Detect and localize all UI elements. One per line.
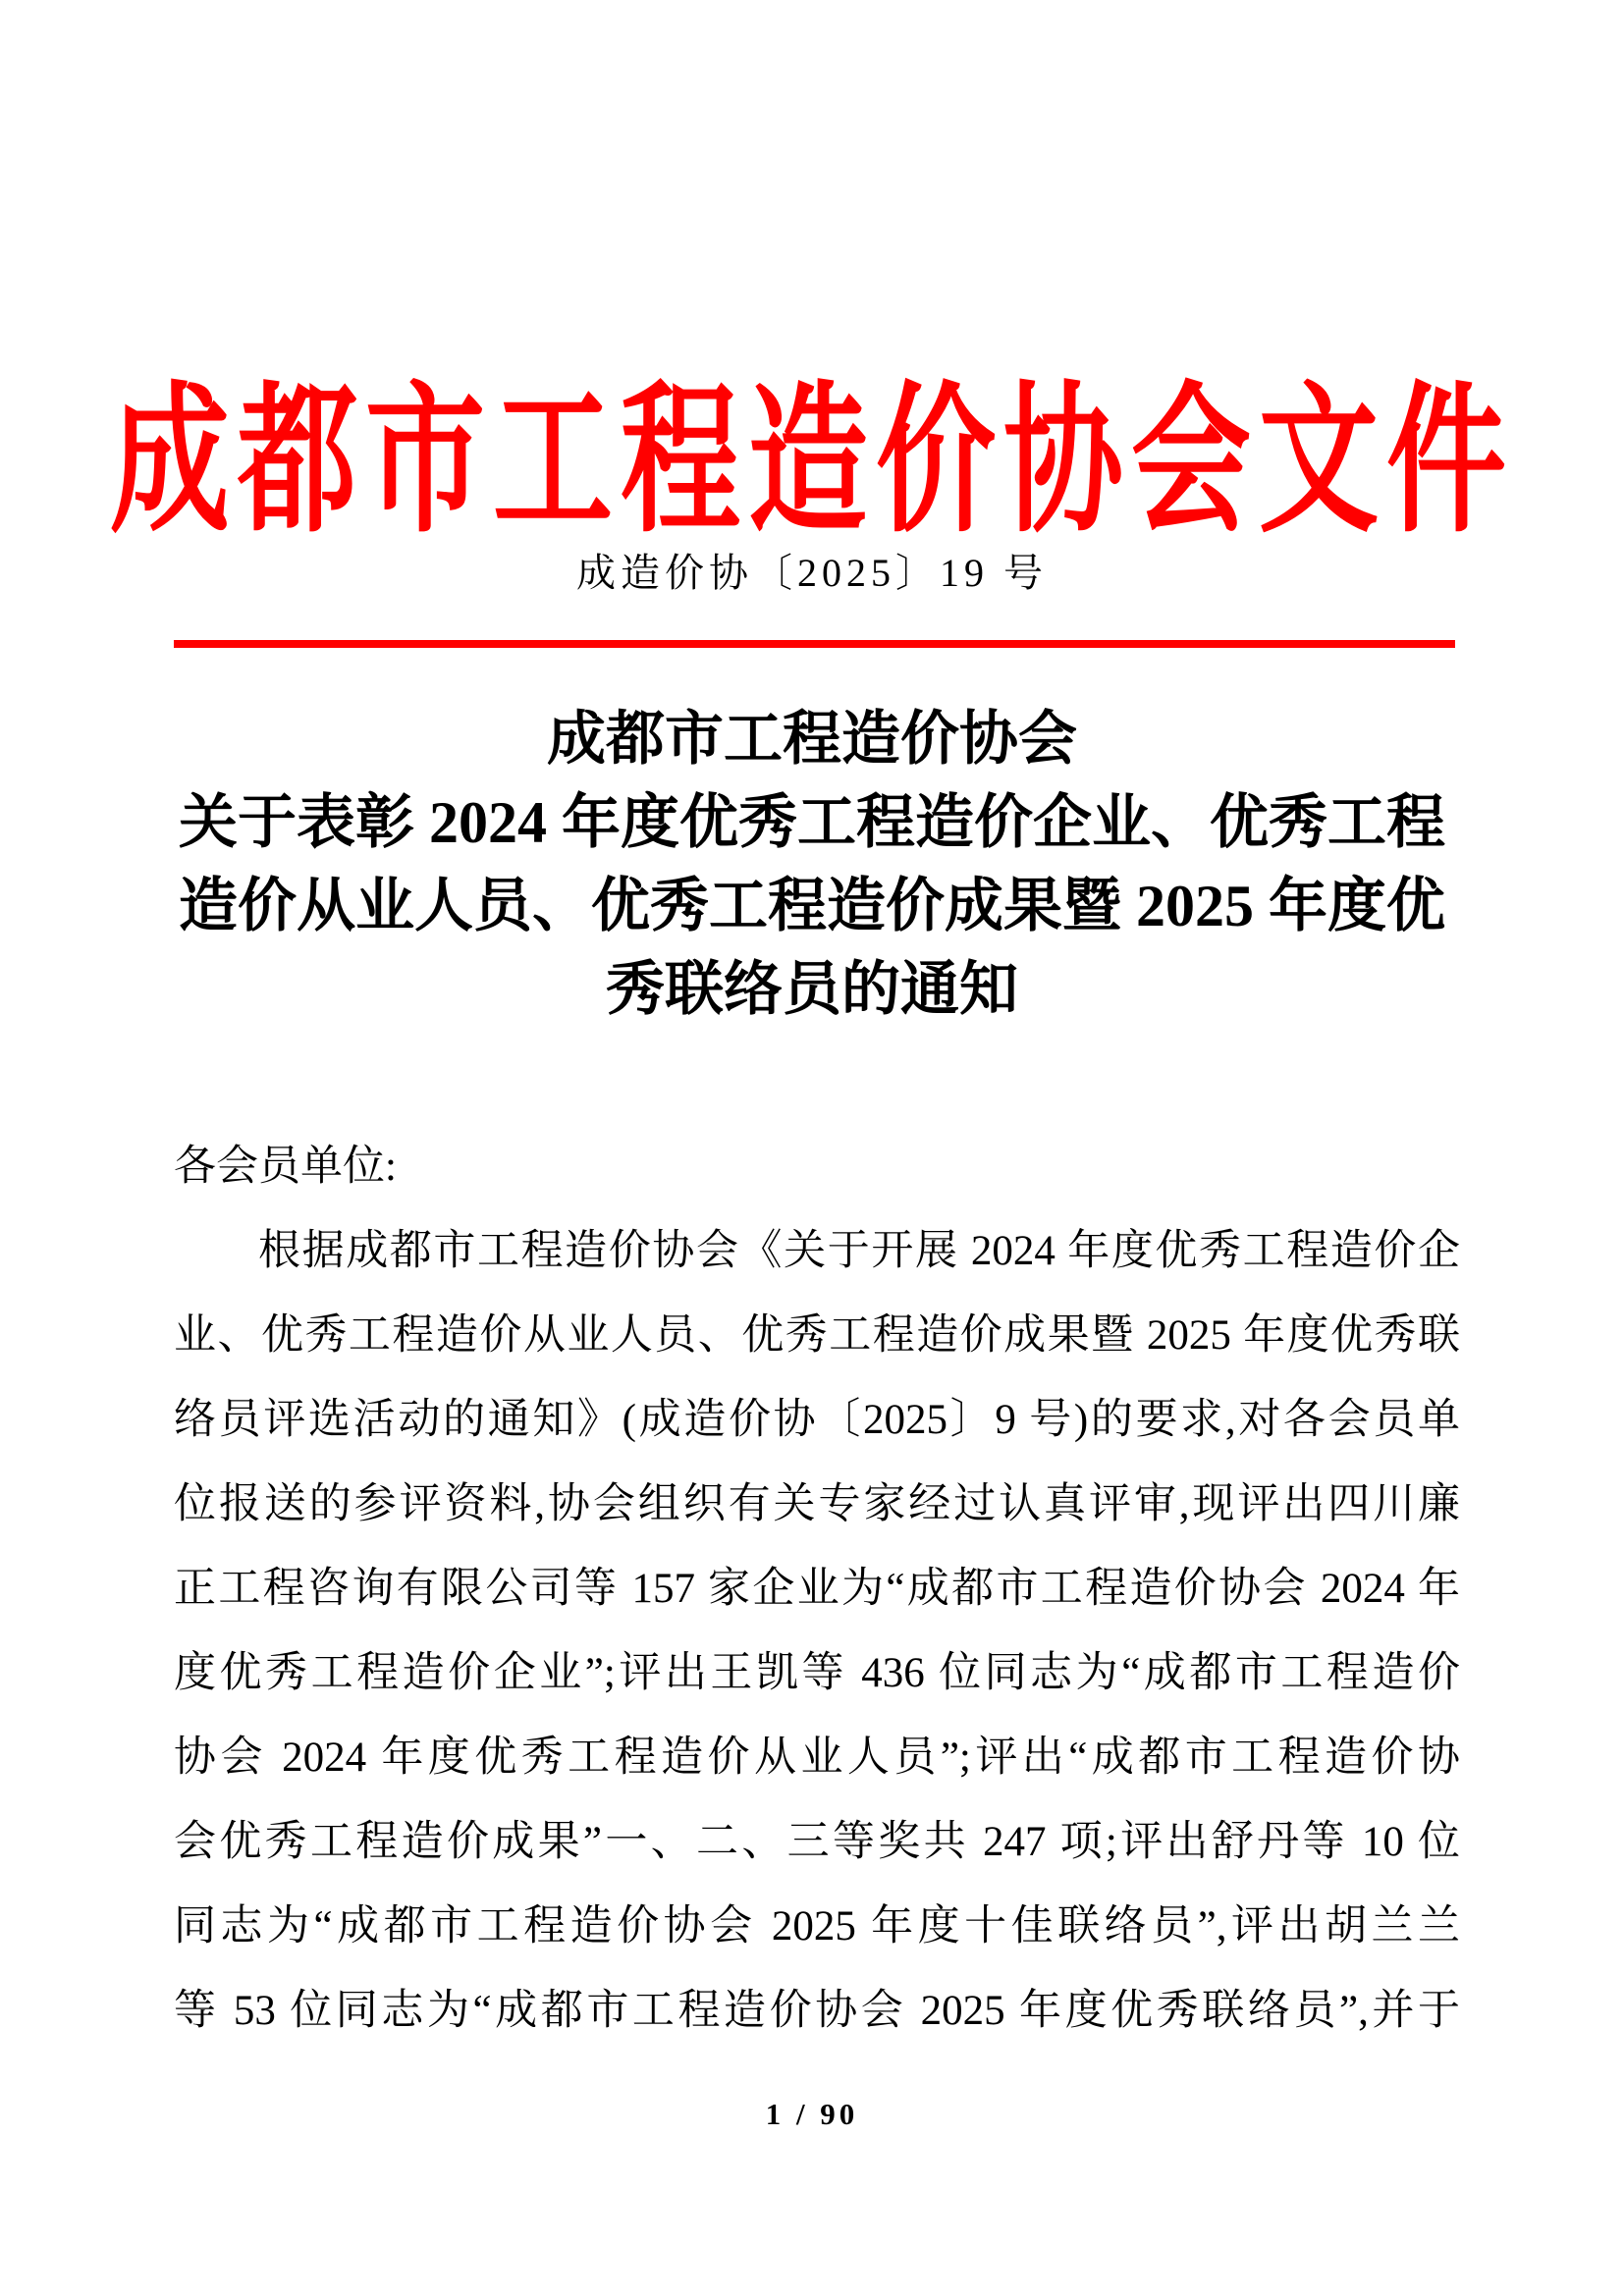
notice-title-line-1: 成都市工程造价协会 xyxy=(547,707,1077,772)
notice-title xyxy=(0,698,1624,1032)
letterhead-title: 成都市工程造价协会文件 xyxy=(110,373,1514,553)
body-line: 根据成都市工程造价协会《关于开展 2024 年度优秀工程造价企 xyxy=(258,1228,1460,1274)
salutation: 各会员单位: xyxy=(174,1144,397,1190)
notice-title-line-3: 造价从业人员、优秀工程造价成果暨 2025 年度优 xyxy=(179,874,1445,938)
red-divider-line xyxy=(174,640,1455,648)
body-line: 协会 2024 年度优秀工程造价从业人员”;评出“成都市工程造价协 xyxy=(174,1735,1460,1781)
body-line: 同志为“成都市工程造价协会 2025 年度十佳联络员”,评出胡兰兰 xyxy=(174,1903,1460,1949)
page-number: 1 / 90 xyxy=(765,2097,859,2131)
body-line: 络员评选活动的通知》(成造价协〔2025〕9 号)的要求,对各会员单 xyxy=(174,1397,1460,1443)
body-line: 正工程咨询有限公司等 157 家企业为“成都市工程造价协会 2024 年 xyxy=(174,1566,1460,1612)
notice-title-line-2: 关于表彰 2024 年度优秀工程造价企业、优秀工程 xyxy=(179,790,1445,855)
body-line: 业、优秀工程造价从业人员、优秀工程造价成果暨 2025 年度优秀联 xyxy=(174,1312,1460,1359)
letterhead xyxy=(0,331,1624,553)
body-text xyxy=(174,1125,1460,2054)
body-line: 会优秀工程造价成果”一、二、三等奖共 247 项;评出舒丹等 10 位 xyxy=(174,1819,1460,1865)
body-line: 位报送的参评资料,协会组织有关专家经过认真评审,现评出四川廉 xyxy=(174,1481,1460,1527)
doc-number: 成造价协〔2025〕19 号 xyxy=(576,551,1048,595)
notice-title-line-4: 秀联络员的通知 xyxy=(606,957,1018,1022)
body-line: 等 53 位同志为“成都市工程造价协会 2025 年度优秀联络员”,并于 xyxy=(174,1988,1460,2034)
body-line: 度优秀工程造价企业”;评出王凯等 436 位同志为“成都市工程造价 xyxy=(174,1650,1460,1696)
